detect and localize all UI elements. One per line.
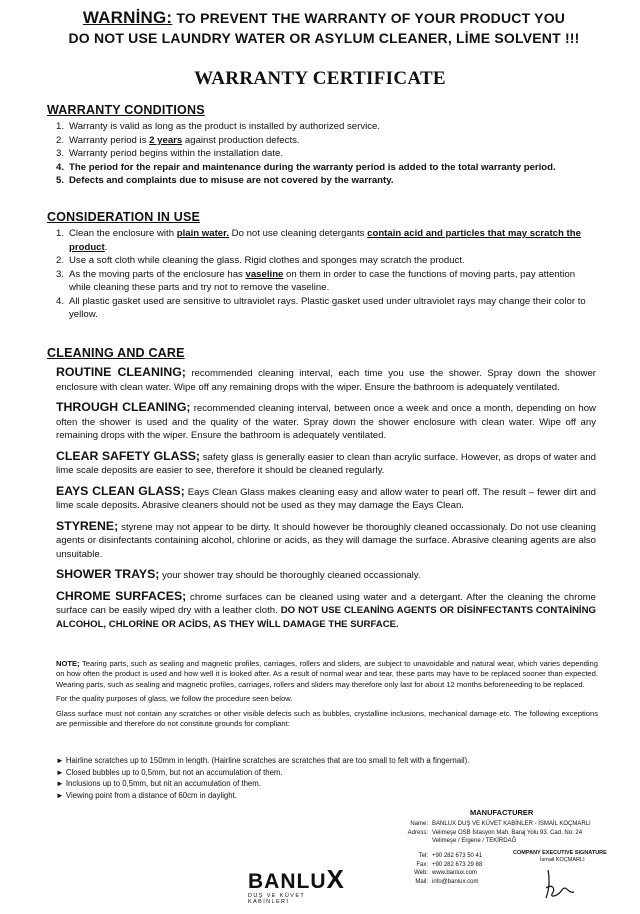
cleaning-paragraph: SHOWER TRAYS; your shower tray should be thoroughly cleaned occassionaly.: [56, 567, 421, 581]
signature-heading: COMPANY EXECUTIVE SIGNATURE: [513, 850, 607, 856]
warranty-conditions-list: [56, 120, 596, 188]
list-item: 2. Use a soft cloth while cleaning the glass. Rigid clothes and sponges may scratch the product.: [56, 255, 465, 266]
list-item: ► Hairline scratches up to 150mm in length. (Hairline scratches are scratches that are too small to felt with a fingernail).: [56, 756, 470, 765]
page-title: WARRANTY CERTIFICATE: [194, 68, 446, 89]
manufacturer-name: BANLUX DUŞ VE KÜVET KABİNLER - İSMAİL KOÇMARLI: [432, 821, 591, 827]
manufacturer-address: Velimeşe OSB İstasyon Mah. Baraj Yolu 93. Cad. No: 24: [432, 829, 583, 836]
manufacturer-fax: +90 282 673 29 88: [432, 861, 483, 868]
warning-banner: [44, 8, 604, 48]
manufacturer-heading: MANUFACTURER: [470, 808, 534, 817]
manufacturer-web: www.banlux.com: [432, 870, 478, 876]
cleaning-paragraph: EAYS CLEAN GLASS; Eays Clean Glass makes cleaning easy and allow water to pearl off. The result – fewer dirt and lime scale deposits. Abrasive cleaners should not be used as they may damage the Eays Clean.: [56, 483, 596, 511]
warranty-conditions-heading: WARRANTY CONDITIONS: [47, 103, 205, 117]
list-item: 1. Warranty is valid as long as the product is installed by authorized service.: [56, 121, 381, 132]
list-item: 2. Warranty period is 2 years against production defects.: [56, 134, 300, 146]
list-item: 4. All plastic gasket used are sensitive to ultraviolet rays. Plastic gasket used under ultraviolet rays may change their color to yellow.: [56, 295, 586, 320]
manufacturer-address-city: Velimeşe / Ergene / TEKİRDAĞ: [432, 838, 517, 844]
exceptions-list: [56, 755, 476, 801]
warning-lead: WARNİNG:: [82, 8, 173, 27]
list-item: ► Viewing point from a distance of 60cm in daylight.: [56, 790, 237, 800]
banlux-logo: BANLUX DUŞ VE KÜVET KABİNLERİ: [248, 864, 345, 905]
note-paragraph: For the quality purposes of glass, we follow the procedure seen below.: [56, 694, 293, 704]
list-item: 1. Clean the enclosure with plain water. Do not use cleaning detergants contain acid and particles that may scratch the product.: [56, 228, 581, 253]
note-block: [56, 659, 598, 733]
signature-icon: [540, 866, 580, 902]
signature-name: İsmail KOÇMARLI: [540, 857, 585, 863]
list-item: ► Closed bubbles up to 0,5mm, but not an accumulation of them.: [56, 767, 283, 777]
consideration-heading: CONSIDERATION IN USE: [47, 210, 201, 224]
manufacturer-details: Name: BANLUX DUŞ VE KÜVET KABİNLER - İSMAİL KOÇMARLI Adress: Velimeşe OSB İstasyon Mah. Baraj Yolu 93. Cad. No: 24 Velimeşe / Ergene / TEKİRDAĞ: [407, 821, 591, 844]
list-item: 5. Defects and complaints due to misuse are not covered by the warranty.: [56, 175, 394, 186]
note-paragraph: NOTE; Tearing parts, such as sealing and magnetic profiles, carriages, rollers and sliders, are subject to unavoidable and natural wear, which varies depending on how often the product is used and how well it is looked after. As a result of normal wear and tear, these parts may have to be replaced sooner than expected. Wearing parts, such as sealing and magnetic profiles, carriages, rollers and sliders may therefore only last for about 12 months beforeneeding to be replaced.: [56, 659, 598, 689]
manufacturer-tel: +90 282 673 50 41: [432, 853, 483, 859]
warning-line-2: DO NOT USE LAUNDRY WATER OR ASYLUM CLEANER, LİME SOLVENT !!!: [68, 30, 580, 46]
cleaning-paragraph: CLEAR SAFETY GLASS; safety glass is generally easier to clean than acrylic surface. However, as drops of water and lime scale deposits are easier to see, therefore it should be cleaned regularly.: [56, 448, 597, 476]
list-item: 3. As the moving parts of the enclosure has vaseline on them in order to case the functions of moving parts, pay attention while cleaning these parts and try not to remove the vaseline.: [56, 268, 576, 293]
cleaning-paragraphs: [56, 366, 596, 638]
consideration-list: [56, 227, 596, 322]
warning-line-1: TO PREVENT THE WARRANTY OF YOUR PRODUCT YOU: [176, 10, 566, 26]
list-item: 3. Warranty period begins within the installation date.: [56, 148, 284, 159]
list-item: ► Inclusions up to 0,5mm, but nit an accumulation of them.: [56, 779, 261, 788]
manufacturer-mail: info@banlux.com: [432, 878, 479, 885]
list-item: 4. The period for the repair and maintenance during the warranty period is added to the total warranty period.: [56, 161, 556, 173]
cleaning-paragraph: STYRENE; styrene may not appear to be dirty. It should however be thoroughly cleaned occassionaly. Do not use cleaning agents or disinfectants containing alcohol, chlorine or acids, as they will damage the surface. Abrasive cleaning agents are also unsuitable.: [56, 518, 596, 560]
note-paragraph: Glass surface must not contain any scratches or other visible defects such as bubbles, crystalline inclusions, mechanical damage etc. The following exceptions are permissible and therefore do not constitute grounds for compliant:: [56, 708, 598, 729]
cleaning-paragraph: CHROME SURFACES; chrome surfaces can be cleaned using water and a detergant. After the cleaning the chrome surface can be easily wiped dry with a leather cloth. DO NOT USE CLEANİNG AGENTS OR DİSİNFECTANTS CONTAİNİNG ALCOHOL, CHLORİNE OR ACİDS, AS THEY WİLL DAMAGE THE SURFACE.: [56, 588, 596, 630]
cleaning-paragraph: THROUGH CLEANING; recommended cleaning interval, between once a week and once a month, depending on how often the shower is used and the quality of the water. Spray down the shower enclosure with clean water. Wipe off any remaining drops with the wiper. Ensure the bathroom is adequately ventilated.: [56, 400, 596, 441]
manufacturer-contact: Tel: +90 282 673 50 41 Fax: +90 282 673 29 88 Web: www.banlux.com Mail: info@banlux.com: [414, 853, 483, 885]
cleaning-paragraph: ROUTINE CLEANING; recommended cleaning interval, each time you use the shower. Spray down the shower enclosure with clean water. Wipe off any remaining drops with the wiper. Ensure the bathroom is adequately ventilated.: [56, 365, 596, 393]
cleaning-heading: CLEANING AND CARE: [47, 346, 185, 360]
